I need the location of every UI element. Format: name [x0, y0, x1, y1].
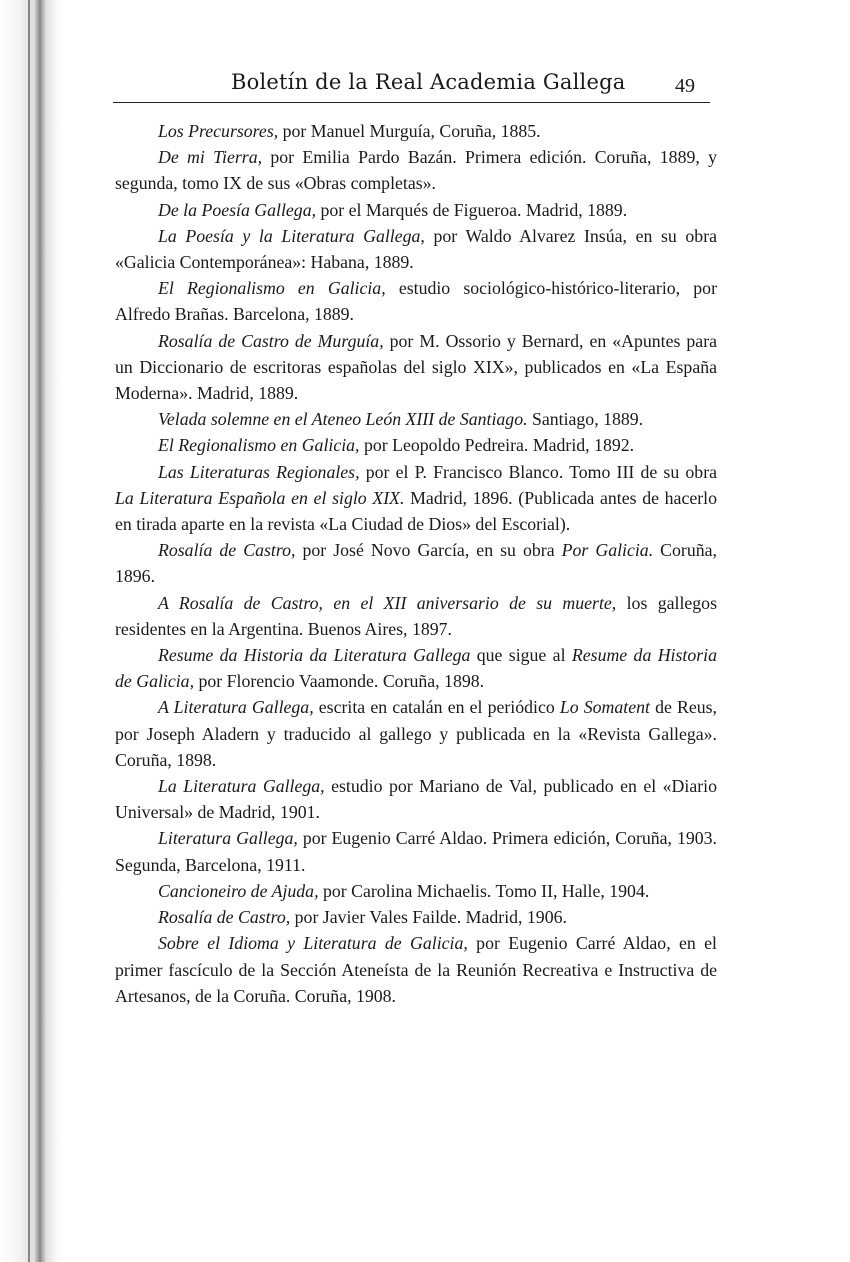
entry-title: La Poesía y la Literatura Gallega,: [158, 225, 425, 246]
entry-title-secondary: La Literatura Española en el siglo XIX.: [115, 487, 405, 508]
bibliography-entry: [115, 694, 717, 773]
entry-text: por Javier Vales Failde. Madrid, 1906.: [290, 907, 567, 928]
scan-edge-shadow: [0, 0, 64, 1262]
bibliography-entry: [115, 930, 717, 1009]
scan-edge-line: [28, 0, 30, 1262]
entry-text: por Eugenio Carré Aldao, en el primer fascículo de la Sección Ateneísta de la Reunión Recreativa e Instructiva de Artesanos, de la Coruña. Coruña, 1908.: [115, 933, 717, 1006]
bibliography-entry: [115, 223, 717, 275]
bibliography-entry: [115, 144, 717, 196]
entry-title: Literatura Gallega,: [158, 828, 298, 849]
entry-title: De mi Tierra,: [158, 147, 263, 168]
entry-title: Las Literaturas Regionales,: [158, 461, 360, 482]
entry-text: por Carolina Michaelis. Tomo II, Halle, 1904.: [318, 880, 650, 901]
bibliography-entry: [115, 406, 717, 432]
entry-title: Rosalía de Castro de Murguía,: [158, 330, 384, 351]
entry-text: los gallegos residentes en la Argentina. Buenos Aires, 1897.: [115, 592, 717, 639]
entry-title: A Rosalía de Castro, en el XII aniversario de su muerte,: [158, 592, 617, 613]
entry-text: Santiago, 1889.: [527, 409, 644, 430]
bibliography-entry: [115, 275, 717, 327]
bibliography-entry: [115, 590, 717, 642]
entry-text-secondary: Coruña, 1896.: [115, 540, 717, 587]
entry-title: Resume da Historia da Literatura Gallega: [158, 645, 471, 666]
bibliography-list: [115, 118, 717, 1009]
entry-title: La Literatura Gallega,: [158, 776, 325, 797]
bibliography-entry: [115, 904, 717, 930]
entry-text: por Leopoldo Pedreira. Madrid, 1892.: [359, 435, 635, 456]
bibliography-entry: [115, 118, 717, 144]
entry-text: por Eugenio Carré Aldao. Primera edición, Coruña, 1903. Segunda, Barcelona, 1911.: [115, 828, 717, 875]
page-header: [113, 70, 710, 104]
entry-text: por Waldo Alvarez Insúa, en su obra «Galicia Contemporánea»: Habana, 1889.: [115, 225, 718, 273]
bibliography-entry: [115, 459, 717, 538]
entry-text: escrita en catalán en el periódico: [313, 697, 560, 718]
entry-text: por el Marqués de Figueroa. Madrid, 1889.: [316, 199, 628, 220]
journal-title: Boletín de la Real Academia Gallega: [231, 70, 626, 94]
entry-text-secondary: por Florencio Vaamonde. Coruña, 1898.: [194, 671, 485, 692]
bibliography-entry: [115, 642, 717, 694]
entry-title: Los Precursores,: [158, 121, 279, 141]
entry-text: estudio por Mariano de Val, publicado en el «Diario Universal» de Madrid, 1901.: [115, 776, 717, 823]
entry-title: Sobre el Idioma y Literatura de Galicia,: [158, 933, 468, 954]
entry-title-secondary: Lo Somatent: [559, 697, 650, 718]
entry-text: estudio sociológico-histórico-literario, por Alfredo Brañas. Barcelona, 1889.: [115, 278, 717, 325]
entry-title: El Regionalismo en Galicia,: [158, 435, 360, 456]
entry-title: Velada solemne en el Ateneo León XIII de Santiago.: [158, 409, 528, 430]
entry-text: por el P. Francisco Blanco. Tomo III de su obra: [359, 461, 718, 482]
entry-title-secondary: Por Galicia.: [561, 540, 654, 561]
header-rule: [113, 102, 710, 103]
bibliography-entry: [115, 537, 717, 589]
entry-text: por Manuel Murguía, Coruña, 1885.: [278, 121, 541, 141]
page-number: 49: [675, 75, 695, 97]
entry-text: por M. Ossorio y Bernard, en «Apuntes para un Diccionario de escritoras españolas del siglo XIX», publicados en «La España Moderna». Madrid, 1889.: [115, 330, 718, 404]
entry-title-secondary: Resume da Historia de Galicia,: [115, 645, 717, 692]
bibliography-entry: [115, 432, 717, 458]
entry-title: Rosalía de Castro,: [158, 907, 291, 928]
entry-text: por José Novo García, en su obra: [295, 540, 562, 561]
entry-text: por Emilia Pardo Bazán. Primera edición. Coruña, 1889, y segunda, tomo IX de sus «Obras completas».: [115, 147, 717, 194]
bibliography-entry: [115, 197, 717, 223]
entry-text-secondary: de Reus, por Joseph Aladern y traducido al gallego y publicada en la «Revista Gallega». Coruña, 1898.: [115, 697, 718, 770]
entry-title: A Literatura Gallega,: [158, 697, 314, 718]
bibliography-entry: [115, 773, 717, 825]
entry-title: Cancioneiro de Ajuda,: [158, 880, 319, 901]
entry-title: El Regionalismo en Galicia,: [158, 278, 386, 299]
entry-text: que sigue al: [470, 645, 572, 666]
entry-title: Rosalía de Castro,: [158, 540, 296, 561]
entry-title: De la Poesía Gallega,: [158, 199, 317, 220]
bibliography-entry: [115, 825, 717, 877]
bibliography-entry: [115, 328, 717, 407]
bibliography-entry: [115, 878, 717, 904]
entry-text-secondary: Madrid, 1896. (Publicada antes de hacerlo en tirada aparte en la revista «La Ciudad de Dios» del Escorial).: [115, 487, 717, 535]
